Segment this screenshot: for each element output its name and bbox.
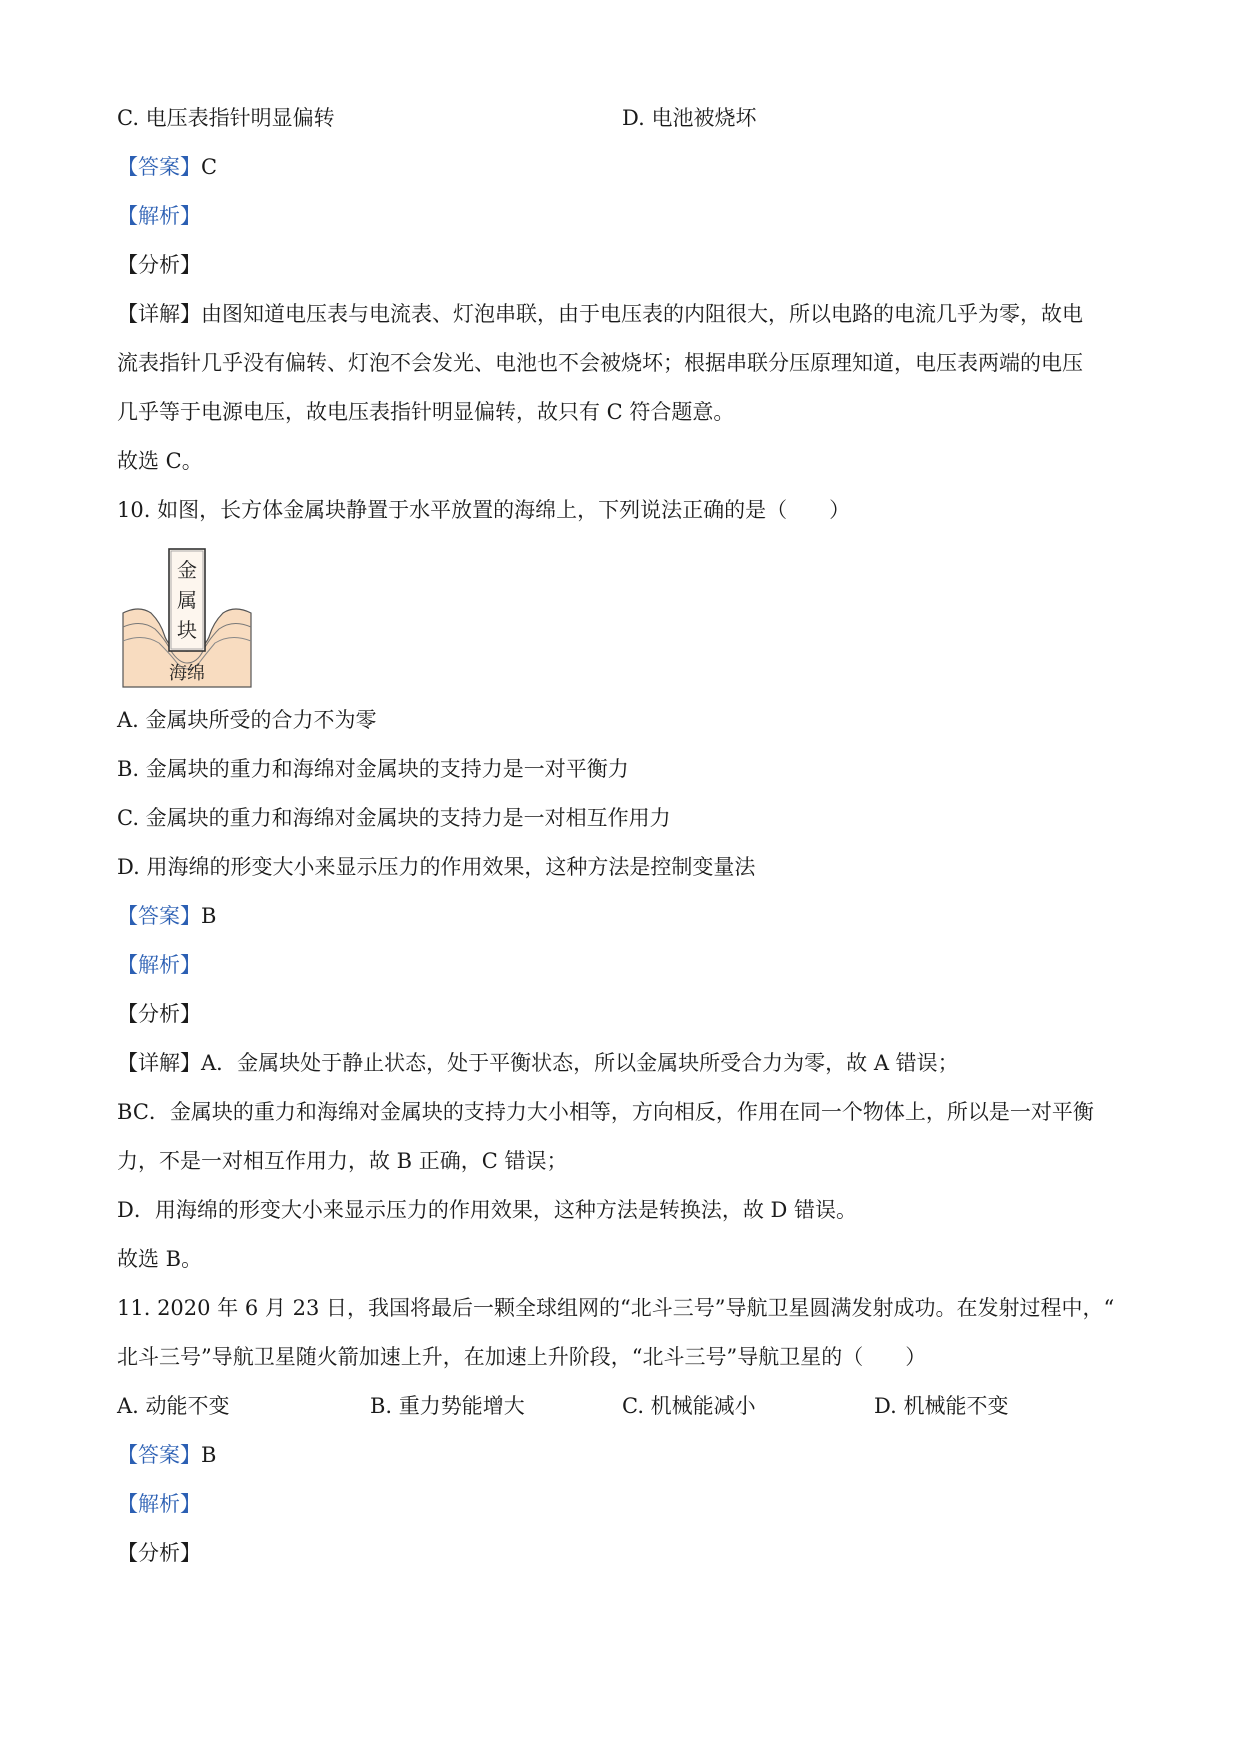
q10-choose: 故选 B。: [117, 1247, 203, 1271]
block-label-char: 块: [177, 618, 197, 642]
detail-tag: 【详解】: [117, 1051, 201, 1075]
q9-analysis-tag: 【解析】: [117, 204, 201, 228]
metal-block-on-sponge-figure: [121, 547, 253, 689]
block-label-char: 属: [177, 588, 197, 612]
q10-answer: [117, 902, 216, 930]
answer-value: B: [201, 904, 217, 928]
q10-option-d: D. 用海绵的形变大小来显示压力的作用效果，这种方法是控制变量法: [117, 855, 756, 879]
q11-option-c: C. 机械能减小: [622, 1394, 756, 1418]
q9-fenxi-tag: 【分析】: [117, 253, 201, 277]
q9-answer: [117, 153, 217, 181]
answer-value: B: [201, 1443, 217, 1467]
q11-analysis-tag: 【解析】: [117, 1492, 201, 1516]
q11-option-b: B. 重力势能增大: [370, 1394, 525, 1418]
answer-tag: 【答案】: [117, 155, 201, 179]
q10-fenxi-tag: 【分析】: [117, 1002, 201, 1026]
q9-option-c: C. 电压表指针明显偏转: [117, 106, 335, 130]
answer-value: C: [201, 155, 218, 179]
q9-detail-line-2: 流表指针几乎没有偏转、灯泡不会发光、电池也不会被烧坏；根据串联分压原理知道，电压表两端的电压: [117, 351, 1083, 375]
q11-fenxi-tag: 【分析】: [117, 1541, 201, 1565]
answer-tag: 【答案】: [117, 1443, 201, 1467]
q10-option-b: B. 金属块的重力和海绵对金属块的支持力是一对平衡力: [117, 757, 629, 781]
detail-tag: 【详解】: [117, 302, 201, 326]
q11-answer: [117, 1441, 216, 1469]
q10-option-c: C. 金属块的重力和海绵对金属块的支持力是一对相互作用力: [117, 806, 671, 830]
q11-option-d: D. 机械能不变: [874, 1394, 1009, 1418]
q10-option-a: A. 金属块所受的合力不为零: [117, 708, 377, 732]
q9-detail-line-3: 几乎等于电源电压，故电压表指针明显偏转，故只有 C 符合题意。: [117, 400, 735, 424]
q10-detail-line-4: D．用海绵的形变大小来显示压力的作用效果，这种方法是转换法，故 D 错误。: [117, 1198, 858, 1222]
q10-detail-line-3: 力，不是一对相互作用力，故 B 正确，C 错误；: [117, 1149, 568, 1173]
q10-detail-line-1: 【详解】A．金属块处于静止状态，处于平衡状态，所以金属块所受合力为零，故 A 错误；: [117, 1051, 959, 1075]
answer-tag: 【答案】: [117, 904, 201, 928]
q9-option-d: D. 电池被烧坏: [622, 106, 757, 130]
block-label-char: 金: [177, 558, 197, 582]
q11-stem-line-1: 11. 2020 年 6 月 23 日，我国将最后一颗全球组网的“北斗三号”导航卫星圆满发射成功。在发射过程中，“: [117, 1296, 1115, 1320]
q9-detail-line-1: 【详解】由图知道电压表与电流表、灯泡串联，由于电压表的内阻很大，所以电路的电流几乎为零，故电: [117, 302, 1083, 326]
q10-stem: 10. 如图，长方体金属块静置于水平放置的海绵上，下列说法正确的是（ ）: [117, 498, 851, 522]
q11-stem-line-2: 北斗三号”导航卫星随火箭加速上升，在加速上升阶段，“北斗三号”导航卫星的（ ）: [117, 1345, 927, 1369]
sponge-label: 海绵: [169, 663, 205, 684]
q10-detail-line-2: BC．金属块的重力和海绵对金属块的支持力大小相等，方向相反，作用在同一个物体上，所以是一对平衡: [117, 1100, 1094, 1124]
q11-option-a: A. 动能不变: [117, 1394, 230, 1418]
q10-analysis-tag: 【解析】: [117, 953, 201, 977]
q9-choose: 故选 C。: [117, 449, 203, 473]
